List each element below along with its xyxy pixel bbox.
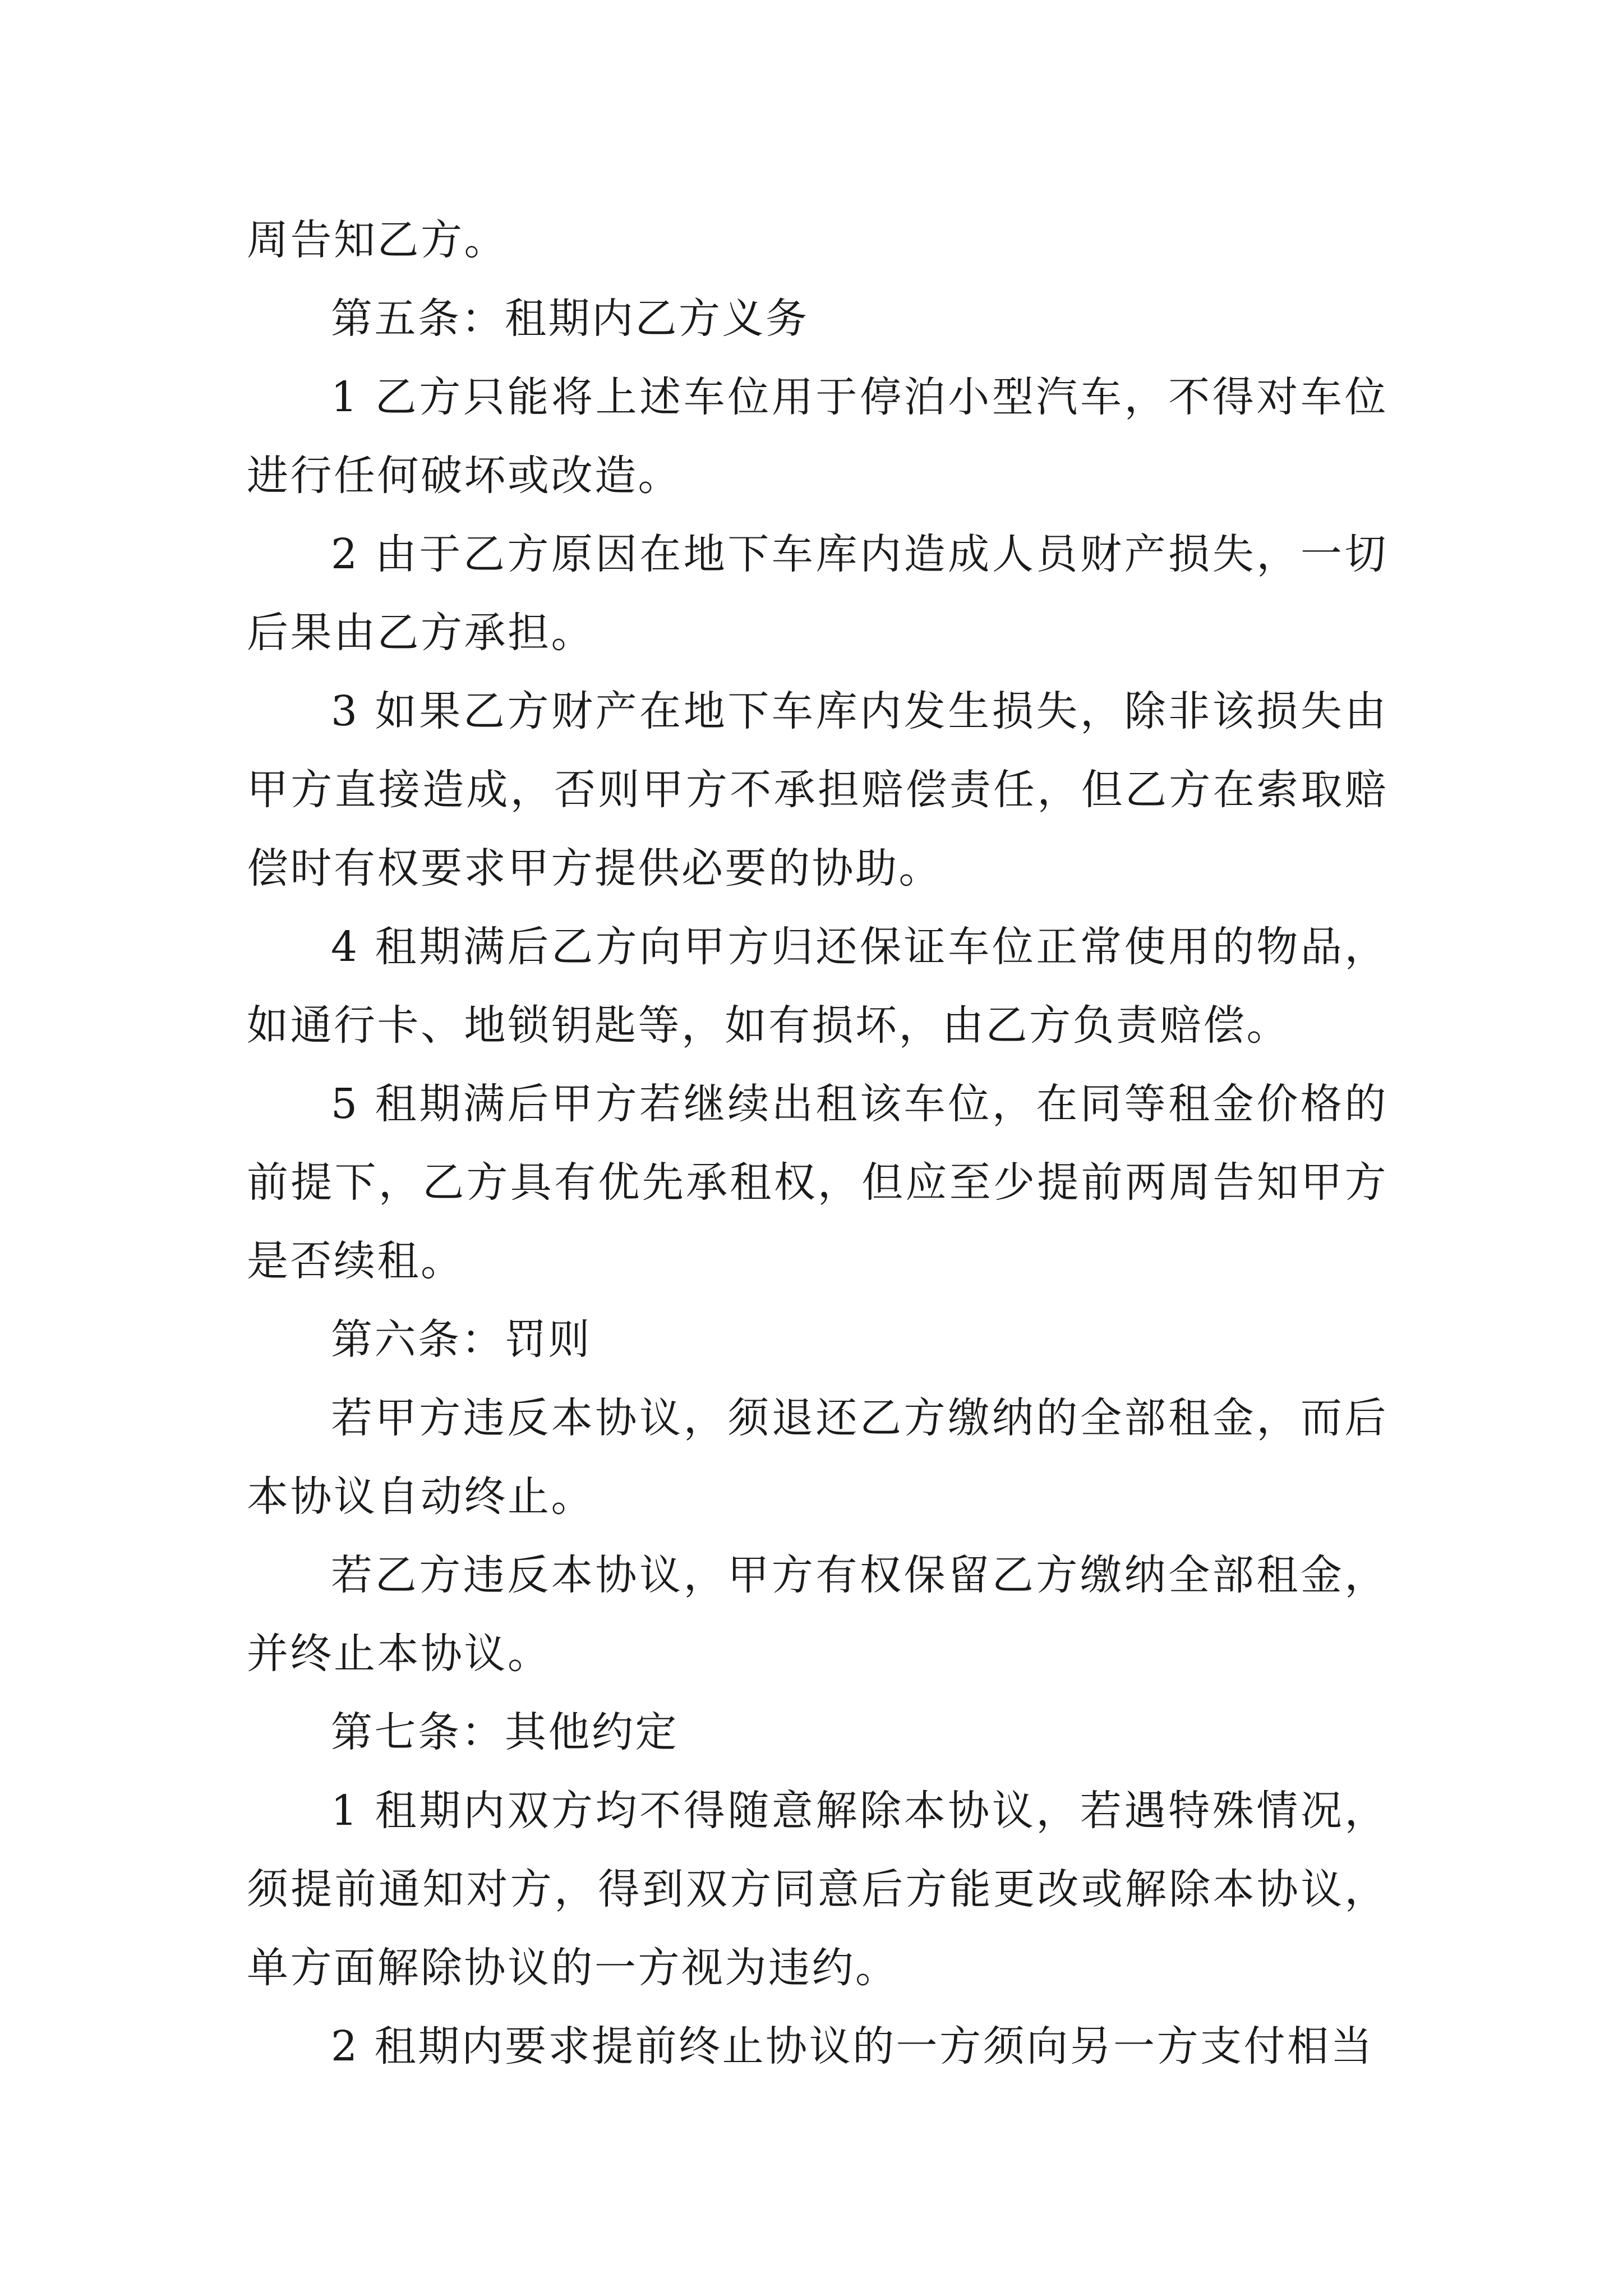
document-body [247, 201, 1388, 2086]
article-5-clause-2: 2 由于乙方原因在地下车库内造成人员财产损失，一切后果由乙方承担。 [247, 530, 1388, 657]
article-5-clause-1: 1 乙方只能将上述车位用于停泊小型汽车，不得对车位进行任何破坏或改造。 [247, 373, 1388, 500]
article-5-clause-4: 4 租期满后乙方向甲方归还保证车位正常使用的物品，如通行卡、地锁钥匙等，如有损坏，由乙方负责赔偿。 [247, 923, 1388, 1050]
article-7-clause-1: 1 租期内双方均不得随意解除本协议，若遇特殊情况，须提前通知对方，得到双方同意后方能更改或解除本协议，单方面解除协议的一方视为违约。 [247, 1787, 1388, 1992]
article-6-heading: 第六条：罚则 [331, 1315, 592, 1364]
article-6-party-a-penalty: 若甲方违反本协议，须退还乙方缴纳的全部租金，而后本协议自动终止。 [247, 1394, 1388, 1521]
article-6-party-b-penalty: 若乙方违反本协议，甲方有权保留乙方缴纳全部租金，并终止本协议。 [247, 1551, 1388, 1678]
article-7-clause-2: 2 租期内要求提前终止协议的一方须向另一方支付相当 [331, 2022, 1375, 2070]
article-7-heading: 第七条：其他约定 [331, 1708, 679, 1756]
article-5-clause-3: 3 如果乙方财产在地下车库内发生损失，除非该损失由甲方直接造成，否则甲方不承担赔偿责任，但乙方在索取赔偿时有权要求甲方提供必要的协助。 [247, 687, 1388, 892]
article-5-heading: 第五条：租期内乙方义务 [331, 295, 809, 343]
article-5-clause-5: 5 租期满后甲方若继续出租该车位，在同等租金价格的前提下，乙方具有优先承租权，但应至少提前两周告知甲方是否续租。 [247, 1080, 1388, 1285]
paragraph-continuation: 周告知乙方。 [247, 216, 508, 264]
